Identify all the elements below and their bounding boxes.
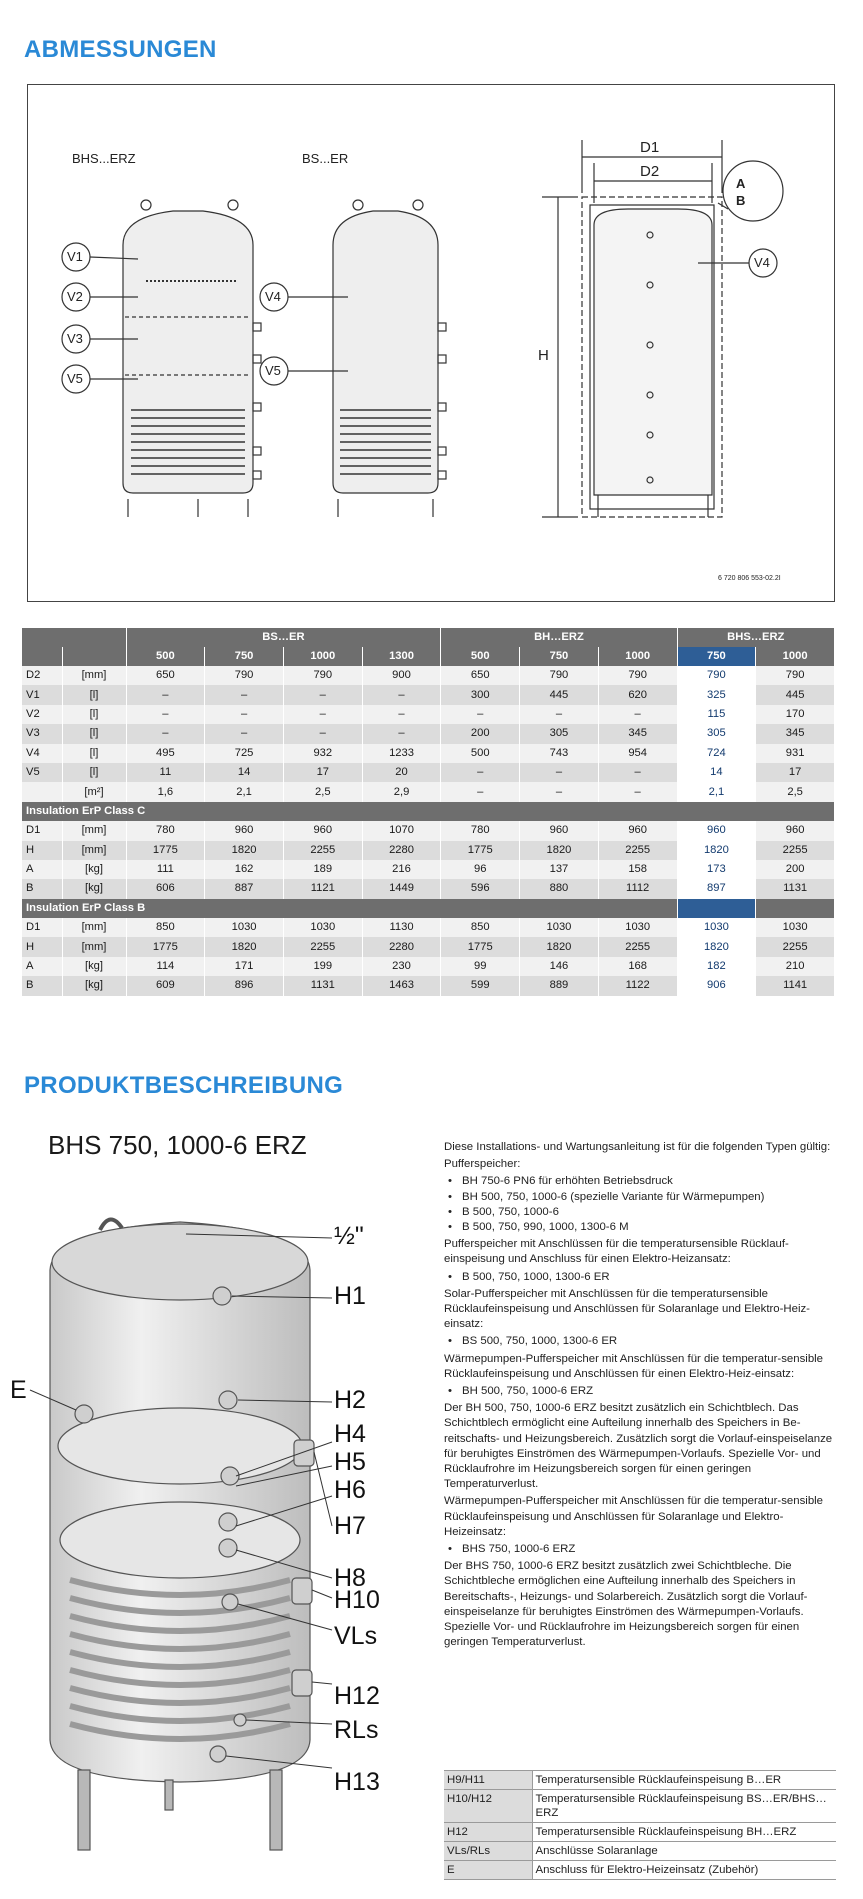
table-cell: 182 [677, 957, 756, 976]
weight-a: A [736, 176, 746, 191]
table-cell: 111 [126, 860, 205, 879]
row-label: V4 [22, 744, 62, 763]
table-cell: 2280 [362, 937, 441, 956]
callout-h7: H7 [334, 1512, 366, 1540]
desc-p7: Der BHS 750, 1000-6 ERZ besitzt zusätzlich zwei Schichtbleche. Die Schichtbleche ermöglichen eine Aufteilung innerhalb des Speichers in Bereitschafts-, Heizungs- und Solarbereich. Zusätzlich sorgt die Vorlauf-einspeiselanze für beruhigtes Einströmen des Wärmepumpen-Vorlaufs. Spezielle Vor- und Rücklaufrohre im Heizungsbereich sorgen für einen geringen Temperaturverlust. [444, 1560, 808, 1649]
table-row [22, 918, 835, 937]
table-cell: 170 [756, 705, 835, 724]
table-cell: 2255 [598, 841, 677, 860]
table-cell: – [126, 724, 205, 743]
group-bhs-erz: BHS…ERZ [677, 628, 834, 647]
table-row [22, 763, 835, 782]
table-cell: – [441, 782, 520, 801]
table-cell: 960 [756, 821, 835, 840]
dim-d2: D2 [640, 163, 660, 180]
table-cell: 743 [520, 744, 599, 763]
list-item: • B 500, 750, 1000-6 [444, 1205, 844, 1220]
table-row [22, 937, 835, 956]
table-cell: – [441, 705, 520, 724]
subheader-class-b: Insulation ErP Class B [22, 899, 835, 918]
table-cell: 173 [677, 860, 756, 879]
row-unit: [l] [62, 705, 126, 724]
table-cell: 305 [520, 724, 599, 743]
row-unit: [mm] [62, 666, 126, 685]
callout-rls: RLs [334, 1716, 379, 1744]
label-bhs-erz: BHS...ERZ [72, 151, 136, 166]
table-cell: 137 [520, 860, 599, 879]
table-row [22, 976, 835, 995]
table-cell: 850 [441, 918, 520, 937]
table-cell: 2,1 [205, 782, 284, 801]
table-cell: 1141 [756, 976, 835, 995]
table-cell: 1131 [283, 976, 362, 995]
table-row: H10/H12 Temperatursensible Rücklaufeinspeisung BS…ER/BHS…ERZ [444, 1790, 836, 1823]
col-header: 500 [126, 647, 205, 666]
callout-v3: V3 [67, 331, 83, 346]
table-row: H9/H11 Temperatursensible Rücklaufeinspeisung B…ER [444, 1771, 836, 1790]
callout-v4-section: V4 [754, 255, 770, 270]
table-cell: 790 [756, 666, 835, 685]
table-cell: 1820 [520, 841, 599, 860]
callout-e: E [10, 1376, 27, 1404]
desc-list4 [444, 1384, 844, 1399]
row-unit: [mm] [62, 918, 126, 937]
table-cell: 889 [520, 976, 599, 995]
table-cell: 887 [205, 879, 284, 898]
table-cell: 620 [598, 685, 677, 704]
table-cell: – [283, 724, 362, 743]
col-header: 500 [441, 647, 520, 666]
table-cell: 2,5 [756, 782, 835, 801]
desc-p6: Wärmepumpen-Pufferspeicher mit Anschlüssen für die temperatur-sensible Rücklaufeinspeisung und Anschlüssen für Solaranlage und Elektro-Heizeinsatz: [444, 1495, 824, 1538]
table-cell: 2255 [756, 841, 835, 860]
desc-p4: Wärmepumpen-Pufferspeicher mit Anschlüssen für die temperatur-sensible Rücklaufeinspeisung und Anschlüssen für einen Elektro-Heiz-einsatz: [444, 1352, 824, 1380]
table-cell: 1112 [598, 879, 677, 898]
table-cell: 500 [441, 744, 520, 763]
table-cell: 790 [205, 666, 284, 685]
row-label: V2 [22, 705, 62, 724]
callout-v4-bs: V4 [265, 289, 281, 304]
table-cell: 1030 [520, 918, 599, 937]
row-label: V1 [22, 685, 62, 704]
table-cell: 114 [126, 957, 205, 976]
table-cell: 146 [520, 957, 599, 976]
row-unit: [kg] [62, 957, 126, 976]
table-cell: – [126, 705, 205, 724]
row-unit: [l] [62, 763, 126, 782]
table-cell: 880 [520, 879, 599, 898]
weight-b: B [736, 193, 746, 208]
list-item: • B 500, 750, 990, 1000, 1300-6 M [444, 1220, 844, 1235]
list-item: • BHS 750, 1000-6 ERZ [444, 1542, 844, 1557]
col-header: 1000 [598, 647, 677, 666]
table-cell: 1030 [205, 918, 284, 937]
table-cell: 906 [677, 976, 756, 995]
table-cell: – [205, 705, 284, 724]
table-cell: 900 [362, 666, 441, 685]
connections-table [444, 1770, 836, 1880]
table-cell: 609 [126, 976, 205, 995]
desc-p2: Pufferspeicher mit Anschlüssen für die temperatursensible Rücklauf-einspeisung und Anschluss für einen Elektro-Heizansatz: [444, 1238, 789, 1266]
table-cell: 1775 [126, 841, 205, 860]
table-cell: 780 [126, 821, 205, 840]
dimensions-table [22, 628, 835, 996]
table-cell: 17 [756, 763, 835, 782]
table-cell: 1030 [677, 918, 756, 937]
product-description [444, 1140, 844, 1653]
list-item: • BS 500, 750, 1000, 1300-6 ER [444, 1334, 844, 1349]
table-cell: – [362, 724, 441, 743]
table-cell: 2255 [283, 937, 362, 956]
callout-h10: H10 [334, 1586, 380, 1614]
product-title: BHS 750, 1000-6 ERZ [48, 1130, 307, 1160]
table-row [22, 724, 835, 743]
col-header: 1000 [756, 647, 835, 666]
callout-h6: H6 [334, 1476, 366, 1504]
table-cell: – [126, 685, 205, 704]
row-label: A [22, 860, 62, 879]
table-cell: 790 [520, 666, 599, 685]
dimensions-drawing [28, 85, 836, 603]
table-row: H12 Temperatursensible Rücklaufeinspeisung BH…ERZ [444, 1823, 836, 1842]
table-cell: 725 [205, 744, 284, 763]
table-cell: 596 [441, 879, 520, 898]
row-unit: [kg] [62, 976, 126, 995]
table-cell: – [598, 763, 677, 782]
row-label: D1 [22, 821, 62, 840]
table-cell: 960 [283, 821, 362, 840]
table-cell: 345 [756, 724, 835, 743]
list-item: • BH 500, 750, 1000-6 (spezielle Variante für Wärmepumpen) [444, 1190, 844, 1205]
table-cell: – [283, 705, 362, 724]
col-header: 1000 [283, 647, 362, 666]
row-unit: [l] [62, 744, 126, 763]
row-label: H [22, 937, 62, 956]
table-cell: 96 [441, 860, 520, 879]
callout-h1: H1 [334, 1282, 366, 1310]
table-column-header [22, 647, 835, 666]
callout-v5-bhs: V5 [67, 371, 83, 386]
desc-p5: Der BH 500, 750, 1000-6 ERZ besitzt zusätzlich ein Schichtblech. Das Schichtblech ermöglicht eine Aufteilung innerhalb des Speichers in Be-reitschafts- und Heizungsbereich. Zusätzlich sorgt die Vorlauf-einspeiselanze für beruhigtes Einströmen des Wärmepumpen-Vorlaufs. Spezielle Vor- und Rücklaufrohre im Heizungsbereich sorgen für einen geringen Temperaturverlust. [444, 1402, 833, 1491]
table-cell: 1233 [362, 744, 441, 763]
subheader-highlight [677, 899, 756, 918]
table-cell: 2,9 [362, 782, 441, 801]
table-cell: 230 [362, 957, 441, 976]
table-cell: 780 [441, 821, 520, 840]
table-cell: – [362, 685, 441, 704]
table-row [22, 879, 835, 898]
section-title-dimensions: ABMESSUNGEN [24, 36, 217, 63]
table-row [22, 782, 835, 801]
table-cell: 2,5 [283, 782, 362, 801]
callout-h5: H5 [334, 1448, 366, 1476]
table-cell: – [205, 685, 284, 704]
table-cell: 2255 [756, 937, 835, 956]
table-cell: 1775 [441, 841, 520, 860]
table-cell: – [598, 705, 677, 724]
row-unit: [l] [62, 724, 126, 743]
table-cell: 1122 [598, 976, 677, 995]
callout-v2: V2 [67, 289, 83, 304]
table-cell: – [205, 724, 284, 743]
row-unit: [l] [62, 685, 126, 704]
table-cell: 1070 [362, 821, 441, 840]
table-cell: 650 [441, 666, 520, 685]
table-row: VLs/RLs Anschlüsse Solaranlage [444, 1842, 836, 1861]
table-cell: 11 [126, 763, 205, 782]
table-row [22, 841, 835, 860]
desc-list6 [444, 1542, 844, 1557]
table-cell: 1449 [362, 879, 441, 898]
dim-d1: D1 [640, 139, 660, 156]
table-cell: 931 [756, 744, 835, 763]
table-row [22, 821, 835, 840]
table-row [22, 666, 835, 685]
table-cell: 650 [126, 666, 205, 685]
table-cell: – [441, 763, 520, 782]
table-cell: 1820 [677, 841, 756, 860]
table-cell: 954 [598, 744, 677, 763]
desc-list1 [444, 1174, 844, 1235]
table-cell: 495 [126, 744, 205, 763]
callout-vls: VLs [334, 1622, 378, 1650]
subheader-class-c: Insulation ErP Class C [22, 802, 835, 821]
table-cell: 17 [283, 763, 362, 782]
table-cell: 158 [598, 860, 677, 879]
table-cell: 216 [362, 860, 441, 879]
row-unit: [kg] [62, 879, 126, 898]
table-cell: 1030 [283, 918, 362, 937]
table-cell: 960 [205, 821, 284, 840]
desc-list2 [444, 1270, 844, 1285]
table-cell: 1130 [362, 918, 441, 937]
desc-p3: Solar-Pufferspeicher mit Anschlüssen für die temperatursensible Rücklaufeinspeisung und Anschlüssen für Solaranlage und Elektro-Heiz-einsatz: [444, 1287, 810, 1331]
table-cell: 200 [756, 860, 835, 879]
table-cell: 189 [283, 860, 362, 879]
callout-v5-bs: V5 [265, 363, 281, 378]
product-figure [0, 1170, 430, 1895]
callout-h8: H8 [334, 1564, 366, 1592]
table-cell: 1463 [362, 976, 441, 995]
col-header: 750 [520, 647, 599, 666]
section-title-product: PRODUKTBESCHREIBUNG [24, 1072, 344, 1099]
table-cell: 345 [598, 724, 677, 743]
table-cell: 1,6 [126, 782, 205, 801]
row-label: A [22, 957, 62, 976]
table-cell: 1131 [756, 879, 835, 898]
col-header: 1300 [362, 647, 441, 666]
table-cell: 2255 [283, 841, 362, 860]
table-cell: 305 [677, 724, 756, 743]
row-label: H [22, 841, 62, 860]
table-cell: 2,1 [677, 782, 756, 801]
table-row [22, 860, 835, 879]
list-item: • BH 500, 750, 1000-6 ERZ [444, 1384, 844, 1399]
list-item: • B 500, 750, 1000, 1300-6 ER [444, 1270, 844, 1285]
table-cell: 932 [283, 744, 362, 763]
table-cell: – [520, 782, 599, 801]
row-label: B [22, 976, 62, 995]
table-cell: 300 [441, 685, 520, 704]
callout-h4: H4 [334, 1420, 366, 1448]
row-label: D1 [22, 918, 62, 937]
desc-intro: Diese Installations- und Wartungsanleitung ist für die folgenden Typen gültig: [444, 1141, 831, 1153]
table-cell: – [283, 685, 362, 704]
table-cell: 1030 [756, 918, 835, 937]
row-label: V5 [22, 763, 62, 782]
desc-list3 [444, 1334, 844, 1349]
table-cell: 162 [205, 860, 284, 879]
list-item: • BH 750-6 PN6 für erhöhten Betriebsdruck [444, 1174, 844, 1189]
table-cell: – [598, 782, 677, 801]
row-unit: [mm] [62, 937, 126, 956]
table-cell: 850 [126, 918, 205, 937]
table-cell: 790 [283, 666, 362, 685]
table-row [22, 685, 835, 704]
table-row [22, 957, 835, 976]
group-bs-er: BS…ER [126, 628, 441, 647]
table-cell: 960 [677, 821, 756, 840]
table-cell: 325 [677, 685, 756, 704]
table-cell: – [520, 705, 599, 724]
table-row: E Anschluss für Elektro-Heizeinsatz (Zubehör) [444, 1861, 836, 1880]
table-cell: 171 [205, 957, 284, 976]
callout-h13: H13 [334, 1768, 380, 1796]
table-cell: 896 [205, 976, 284, 995]
col-header: 750 [205, 647, 284, 666]
table-cell: 1775 [126, 937, 205, 956]
table-cell: 897 [677, 879, 756, 898]
callout-half-inch: ½" [334, 1222, 364, 1250]
table-cell: 606 [126, 879, 205, 898]
table-cell: 790 [598, 666, 677, 685]
row-unit: [m²] [62, 782, 126, 801]
table-cell: 14 [205, 763, 284, 782]
dim-h: H [538, 347, 549, 364]
group-bh-erz: BH…ERZ [441, 628, 677, 647]
table-cell: 210 [756, 957, 835, 976]
table-cell: 1820 [520, 937, 599, 956]
table-cell: – [520, 763, 599, 782]
table-cell: 445 [520, 685, 599, 704]
table-cell: 200 [441, 724, 520, 743]
table-row [22, 744, 835, 763]
row-label: B [22, 879, 62, 898]
row-label: D2 [22, 666, 62, 685]
dimensions-figure [27, 84, 835, 602]
table-cell: 1121 [283, 879, 362, 898]
row-unit: [mm] [62, 841, 126, 860]
table-row [22, 705, 835, 724]
table-cell: 14 [677, 763, 756, 782]
table-cell: 199 [283, 957, 362, 976]
row-label [22, 782, 62, 801]
table-cell: 1030 [598, 918, 677, 937]
table-cell: 2280 [362, 841, 441, 860]
table-cell: 1820 [677, 937, 756, 956]
figure-reference: 6 720 806 553-02.2I [718, 575, 781, 582]
row-label: V3 [22, 724, 62, 743]
col-header-highlight: 750 [677, 647, 756, 666]
table-cell: 599 [441, 976, 520, 995]
callout-h2: H2 [334, 1386, 366, 1414]
row-unit: [mm] [62, 821, 126, 840]
callout-v1: V1 [67, 249, 83, 264]
table-cell: 20 [362, 763, 441, 782]
table-cell: 724 [677, 744, 756, 763]
table-cell: 2255 [598, 937, 677, 956]
table-cell: 99 [441, 957, 520, 976]
desc-p1: Pufferspeicher: [444, 1158, 521, 1171]
subheader-end [756, 899, 835, 918]
table-cell: 1775 [441, 937, 520, 956]
table-cell: 960 [598, 821, 677, 840]
table-cell: 1820 [205, 841, 284, 860]
table-cell: 115 [677, 705, 756, 724]
table-cell: 960 [520, 821, 599, 840]
table-cell: – [362, 705, 441, 724]
table-cell: 168 [598, 957, 677, 976]
table-group-header [22, 628, 835, 647]
callout-h12: H12 [334, 1682, 380, 1710]
row-unit: [kg] [62, 860, 126, 879]
table-cell: 790 [677, 666, 756, 685]
table-cell: 1820 [205, 937, 284, 956]
table-cell: 445 [756, 685, 835, 704]
label-bs-er: BS...ER [302, 151, 349, 166]
